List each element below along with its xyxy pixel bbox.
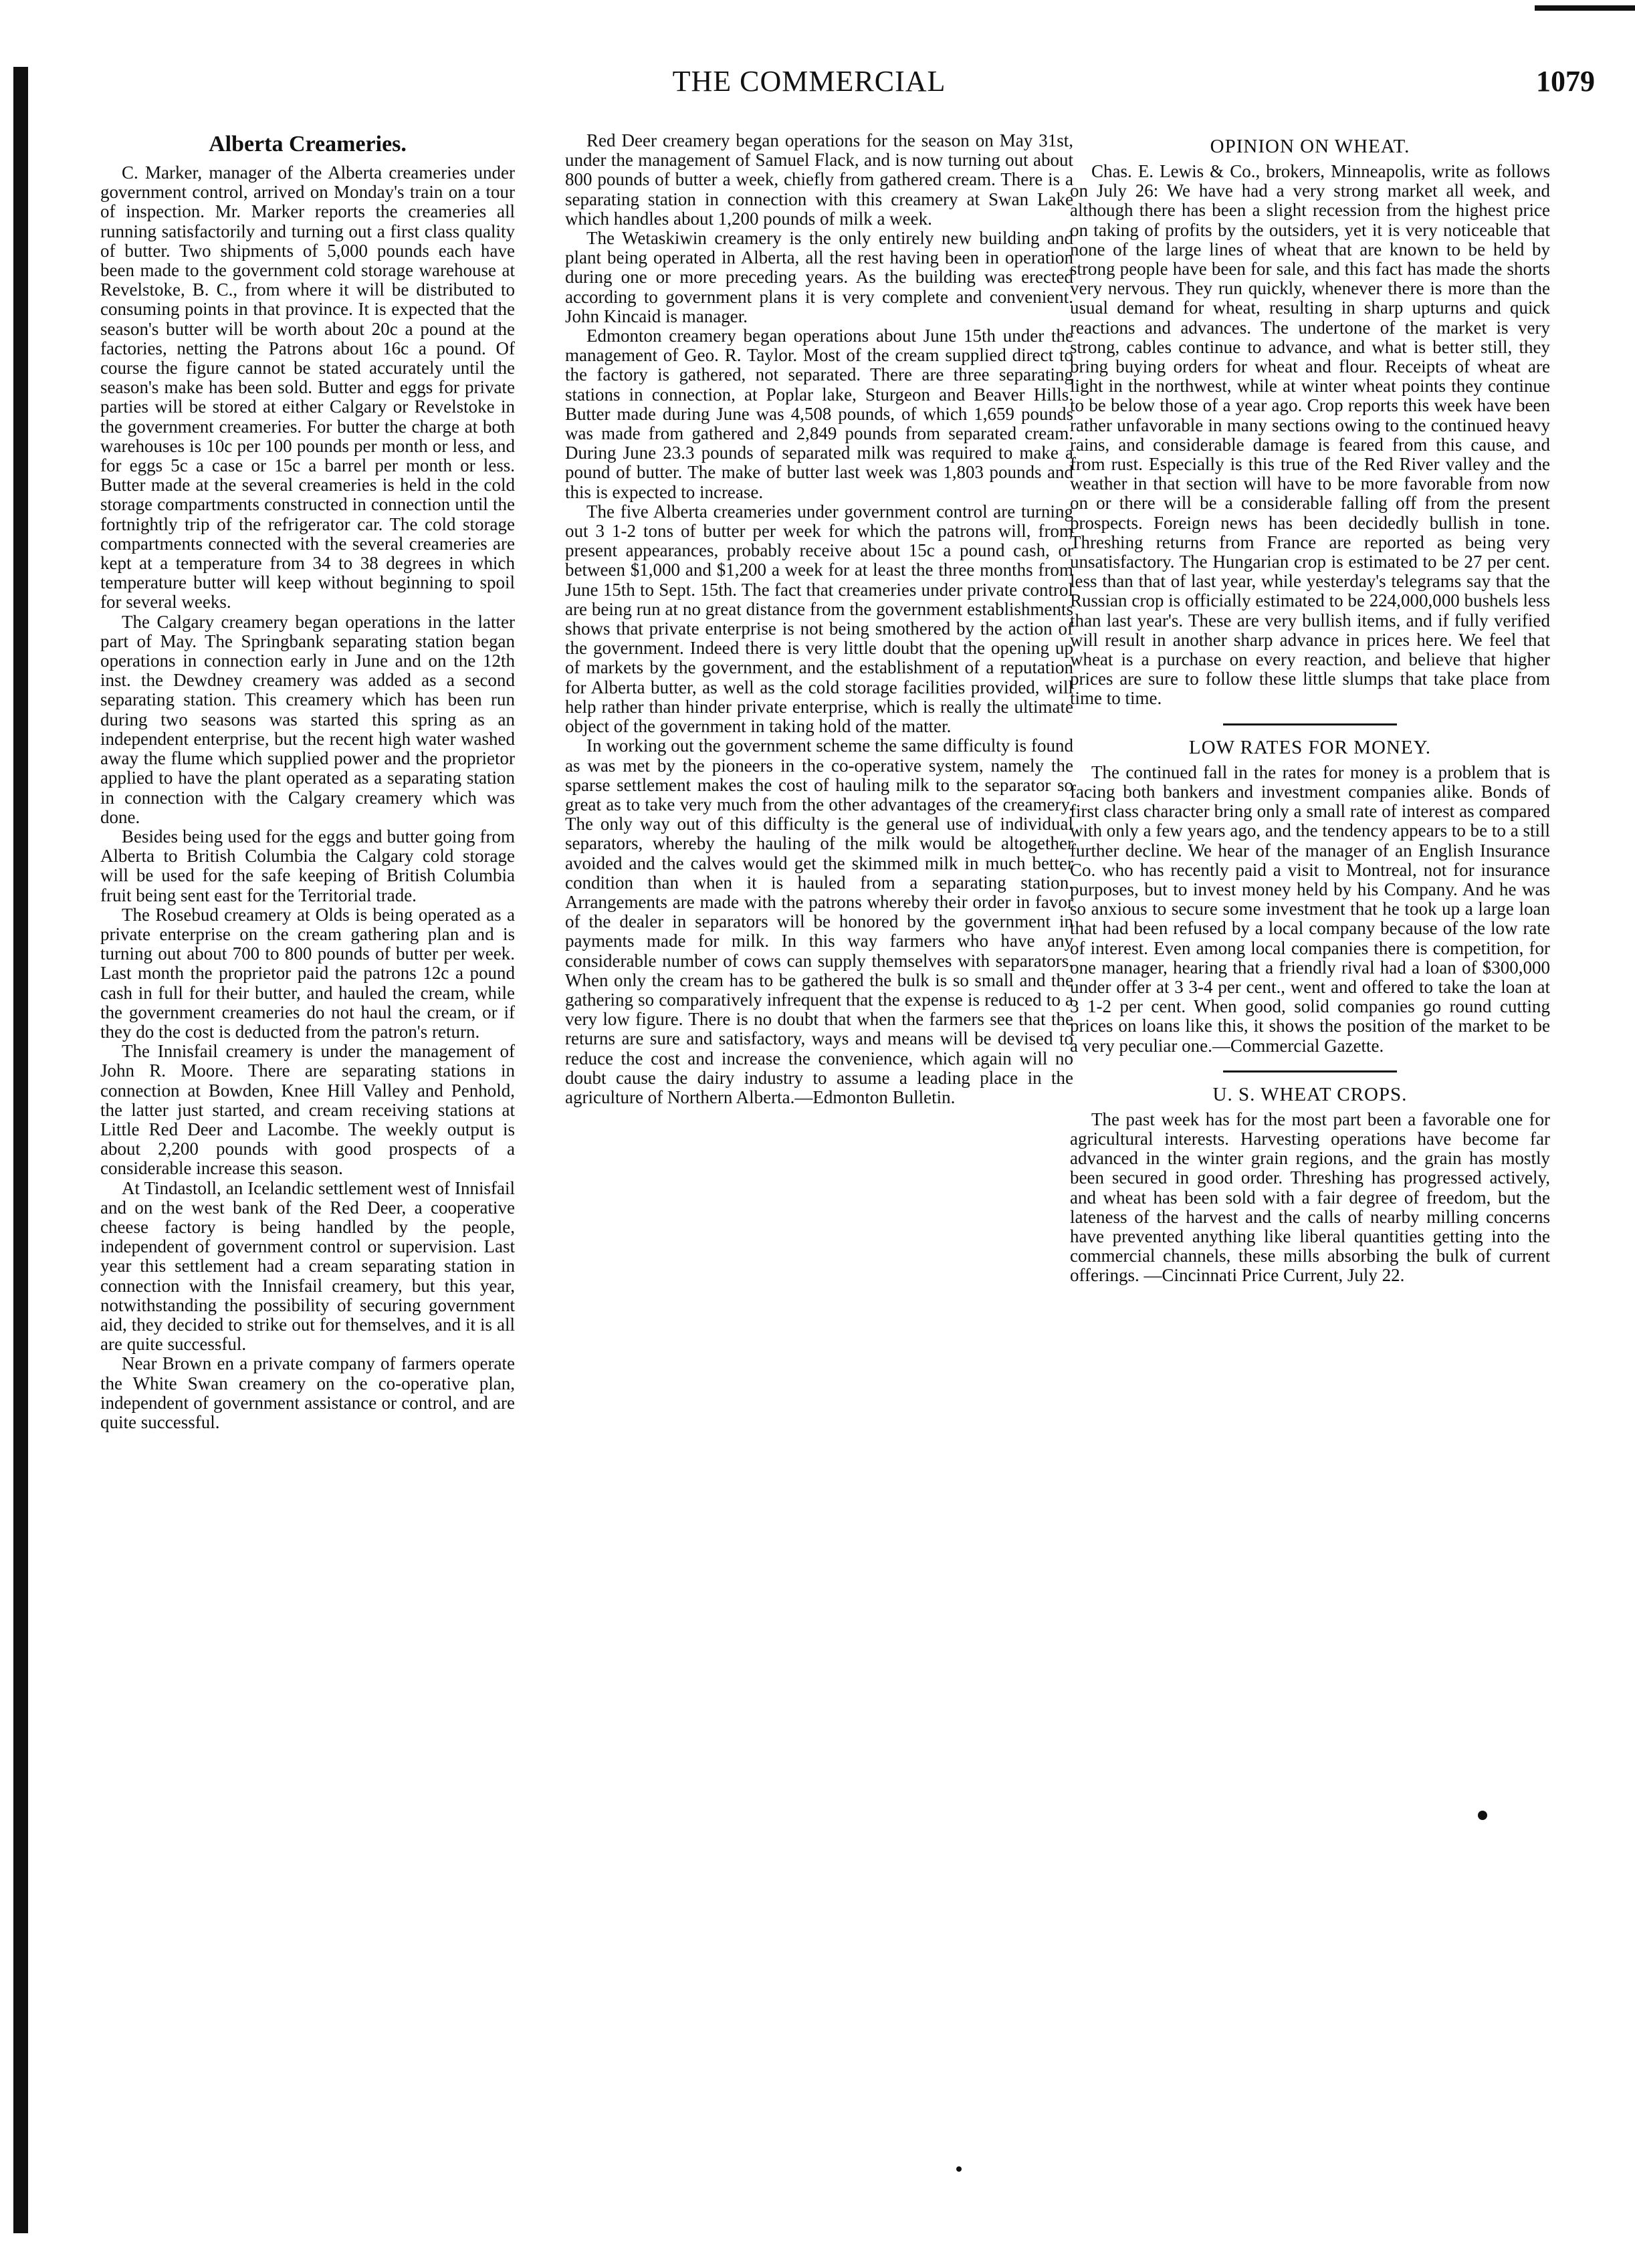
paragraph: C. Marker, manager of the Alberta creameries under government control, arrived on Monday's train on a tour of inspection. Mr. Marker reports the creameries all running satisfactorily and turning out a first class quality of butter. Two shipments of 5,000 pounds each have been made to the government cold storage warehouse at Revelstoke, B. C., from where it will be distributed to consuming points in that province. It is expected that the season's butter will be worth about 20c a pound at the factories, netting the Patrons about 16c a pound. Of course the figure cannot be stated accurately until the season's make has been sold. Butter and eggs for private parties will be stored at either Calgary or Revelstoke in the government creameries. For butter the charge at both warehouses is 10c per 100 pounds per month or less, and for eggs 5c a case or 15c a barrel per month or less. Butter made at the several creameries is held in the cold storage compartments constructed in connection until the fortnightly trip of the refrigerator car. The cold storage compartments connected with the several creameries are kept at a temperature from 34 to 38 degrees in which temperature butter will keep without beginning to spoil for several weeks. — [100, 162, 515, 612]
column-3 — [1070, 131, 1550, 2244]
paragraph: In working out the government scheme the same difficulty is found as was met by the pioneers in the co-operative system, namely the sparse settlement makes the cost of hauling milk to the separator so great as to take very much from the other advantages of the creamery. The only way out of this difficulty is the general use of individual separators, whereby the hauling of the milk would be altogether avoided and the calves would get the skimmed milk in much better condition than when it is hauled from a separating station. Arrangements are made with the patrons whereby their order in favor of the dealer in separators will be honored by the government in payments made for milk. In this way farmers who have any considerable number of cows can supply themselves with separators. When only the cream has to be gathered the bulk is so small and the gathering so comparatively infrequent that the expense is reduced to a very low figure. There is no doubt that when the farmers see that the returns are sure and satisfactory, ways and means will be devised to reduce the cost and increase the convenience, which again will no doubt cause the dairy industry to assume a leading place in the agriculture of Northern Alberta.—Edmonton Bulletin. — [565, 735, 1073, 1107]
paragraph: At Tindastoll, an Icelandic settlement west of Innisfail and on the west bank of the Red Deer, a cooperative cheese factory is being handled by the people, independent of government control or supervision. Last year this settlement had a cream separating station in connection with the Innisfail creamery, but this year, notwithstanding the possibility of securing government aid, they decided to strike out for themselves, and it is all are quite successful. — [100, 1177, 515, 1355]
paragraph: The Wetaskiwin creamery is the only entirely new building and plant being operated in Alberta, all the rest having been in operation during one or more preceding years. As the building was erected according to government plans it is very complete and convenient. John Kincaid is manager. — [565, 228, 1073, 326]
section-rule — [1223, 1070, 1397, 1072]
top-rule — [1535, 5, 1635, 11]
running-title: THE COMMERCIAL — [672, 65, 946, 98]
page-number: 1079 — [1536, 65, 1595, 98]
paragraph: Red Deer creamery began operations for the season on May 31st, under the management of Samuel Flack, and is now turning out about 800 pounds of butter a week, chiefly from gathered cream. There is a separating station in connection with this creamery at Swan Lake which handles about 1,200 pounds of milk a week. — [565, 131, 1073, 229]
paragraph: Near Brown en a private company of farmers operate the White Swan creamery on the co-operative plan, independent of government assistance or control, and are quite successful. — [100, 1353, 515, 1432]
section-rule — [1223, 723, 1397, 725]
article-heading-low-rates: LOW RATES FOR MONEY. — [1188, 736, 1432, 758]
paragraph: Besides being used for the eggs and butter going from Alberta to British Columbia the Calgary cold storage will be used for the safe keeping of British Columbia fruit being sent east for the Territorial trade. — [100, 826, 515, 905]
paragraph: Chas. E. Lewis & Co., brokers, Minneapolis, write as follows on July 26: We have had a very strong market all week, and although there has been a slight recession from the highest price on taking of profits by the outsiders, yet it is very noticeable that none of the large lines of wheat that are known to be held by strong people have been for sale, and this fact has made the shorts very nervous. They run quickly, whenever there is more than the usual demand for wheat, resulting in sharp upturns and quick reactions and advances. The undertone of the market is very strong, cables continue to advance, and what is better still, they bring buying orders for wheat and flour. Receipts of wheat are light in the northwest, while at winter wheat points they continue to be below those of a year ago. Crop reports this week have been rather unfavorable in many sections owing to the continued heavy rains, and considerable damage is feared from this cause, and from rust. Especially is this true of the Red River valley and the weather in that section will have to be more favorable from now on or there will be a considerable falling off from the present prospects. Foreign news has been decidedly bullish in tone. Threshing returns from France are reported as being very unsatisfactory. The Hungarian crop is estimated to be 27 per cent. less than that of last year, while yesterday's telegrams say that the Russian crop is officially estimated to be 224,000,000 bushels less than last year's. These are very bullish items, and if fully verified will result in another sharp advance in prices here. We feel that wheat is a purchase on every reaction, and believe that higher prices are sure to follow these little slumps that take place from time to time. — [1070, 161, 1550, 709]
article-heading-opinion: OPINION ON WHEAT. — [1210, 136, 1410, 157]
article-heading-alberta: Alberta Creameries. — [209, 132, 407, 156]
article-heading-us-wheat: U. S. WHEAT CROPS. — [1212, 1083, 1408, 1105]
paragraph: The five Alberta creameries under government control are turning out 3 1-2 tons of butter per week for which the patrons will, from present appearances, probably receive about 15c a pound cash, or between $1,000 and $1,200 a week for at least the three months from June 15th to Sept. 15th. The fact that creameries under private control are being run at no great distance from the government establishments shows that private enterprise is not being smothered by the action of the government. Indeed there is very little doubt that the opening up of markets by the government, and the establishment of a reputation for Alberta butter, as well as the cold storage facilities provided, will help rather than hinder private enterprise, which is really the ultimate object of the government in taking hold of the matter. — [565, 501, 1073, 737]
binding-edge — [13, 67, 28, 2233]
paragraph: The Calgary creamery began operations in the latter part of May. The Springbank separating station began operations in connection early in June and on the 12th inst. the Dewdney creamery was added as a second separating station. This creamery which has been run during two seasons was started this spring as an independent enterprise, but the recent high water washed away the flume which supplied power and the proprietor applied to have the plant operated as a separating station in connection with the Calgary creamery which was done. — [100, 611, 515, 827]
ink-speck — [1478, 1811, 1487, 1820]
paragraph: Edmonton creamery began operations about June 15th under the management of Geo. R. Taylor. Most of the cream supplied direct to the factory is gathered, not separated. There are three separating stations in connection, at Poplar lake, Sturgeon and Beaver Hills. Butter made during June was 4,508 pounds, of which 1,659 pounds was made from gathered and 2,849 pounds from separated cream. During June 23.3 pounds of separated milk was required to make a pound of butter. The make of butter last week was 1,803 pounds and this is expected to increase. — [565, 326, 1073, 502]
paragraph: The continued fall in the rates for money is a problem that is facing both bankers and investment companies alike. Bonds of first class character bring only a small rate of interest as compared with only a few years ago, and the tendency appears to be to a still further decline. We hear of the manager of an English Insurance Co. who has recently paid a visit to Montreal, not for insurance purposes, but to invest money held by his Company. And he was so anxious to secure some investment that he took up a large loan that had been refused by a local company because of the low rate of interest. Even among local companies there is competition, for one manager, hearing that a friendly rival had a loan of $300,000 under offer at 3 3-4 per cent., went and offered to take the loan at 3 1-2 per cent. When good, solid companies go round cutting prices on loans like this, it shows the position of the market to be a very peculiar one.—Commercial Gazette. — [1070, 762, 1550, 1056]
column-2 — [565, 131, 1073, 2244]
ink-speck — [956, 2166, 962, 2172]
paragraph: The Innisfail creamery is under the management of John R. Moore. There are separating stations in connection at Bowden, Knee Hill Valley and Penhold, the latter just started, and cream receiving stations at Little Red Deer and Lacombe. The weekly output is about 2,200 pounds with good prospects of a considerable increase this season. — [100, 1041, 515, 1179]
paragraph: The Rosebud creamery at Olds is being operated as a private enterprise on the cream gathering plan and is turning out about 700 to 800 pounds of butter per week. Last month the proprietor paid the patrons 12c a pound cash in full for their butter, and hauled the cream, while the government creameries do not haul the cream, or if they do the cost is deducted from the patron's return. — [100, 904, 515, 1042]
column-1 — [100, 131, 515, 2244]
paragraph: The past week has for the most part been a favorable one for agricultural interests. Harvesting operations have become far advanced in the winter grain regions, and the grain has mostly been secured in good order. Threshing has progressed actively, and wheat has been sold with a fair degree of freedom, but the lateness of the harvest and the calls of nearby milling concerns have prevented anything like liberal quantities getting into the commercial channels, these mills absorbing the bulk of current offerings. —Cincinnati Price Current, July 22. — [1070, 1109, 1550, 1286]
